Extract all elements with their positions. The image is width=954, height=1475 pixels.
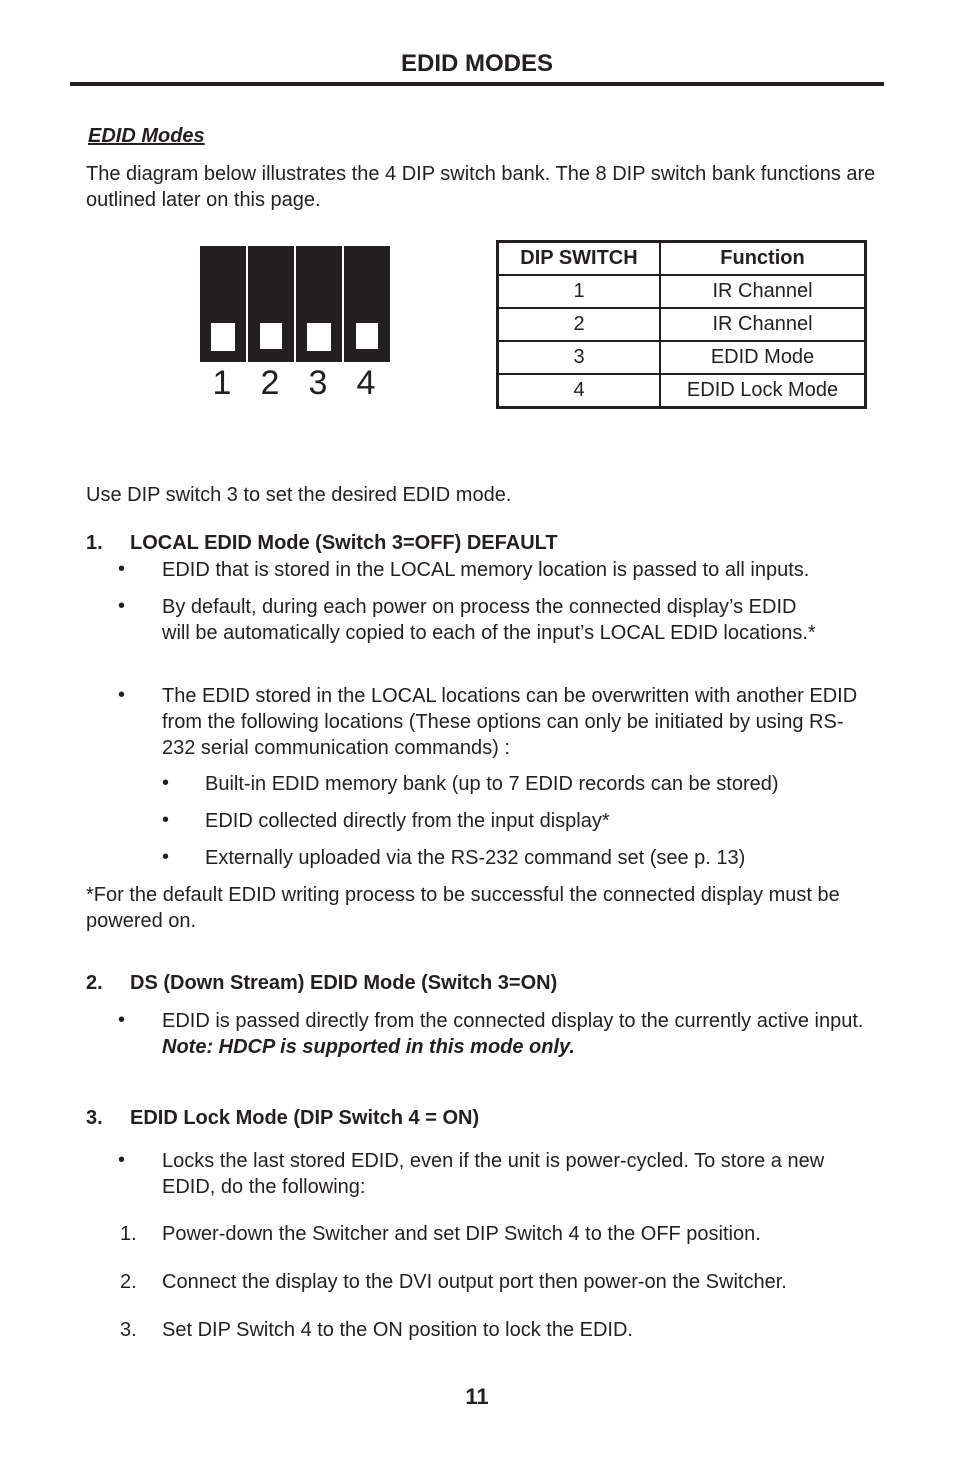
- table-cell: 2: [498, 308, 661, 341]
- mode3-title: EDID Lock Mode (DIP Switch 4 = ON): [130, 1107, 480, 1129]
- dip-switch-diagram: [200, 246, 390, 362]
- page-title: EDID MODES: [400, 50, 553, 77]
- dip-switch-2: [248, 246, 294, 362]
- step-text: Power-down the Switcher and set DIP Switch 4 to the OFF position.: [162, 1223, 761, 1245]
- table-row: [498, 341, 866, 374]
- table-header-row: [498, 242, 866, 276]
- table-cell: 4: [498, 374, 661, 408]
- mode2-note: Note: HDCP is supported in this mode only.: [162, 1036, 575, 1058]
- dip-function-table: [496, 240, 867, 409]
- section-heading: EDID Modes: [88, 125, 205, 147]
- mode1-title: LOCAL EDID Mode (Switch 3=OFF) DEFAULT: [130, 532, 558, 554]
- mode2-title: DS (Down Stream) EDID Mode (Switch 3=ON): [130, 972, 558, 994]
- bullet-icon: •: [118, 558, 126, 580]
- step-number: 3.: [120, 1319, 137, 1341]
- dip-knob-1: [211, 323, 235, 351]
- dip-label-4: 4: [356, 364, 376, 402]
- bullet-icon: •: [118, 595, 126, 617]
- dip-label-1: 1: [212, 364, 232, 402]
- table-header: Function: [660, 242, 866, 276]
- mode3-number: 3.: [86, 1107, 103, 1129]
- dip-knob-4: [352, 319, 382, 353]
- table-header: DIP SWITCH: [498, 242, 661, 276]
- use-dip-text: Use DIP switch 3 to set the desired EDID mode.: [86, 484, 512, 506]
- dip-label-2: 2: [260, 364, 280, 402]
- mode1-bullet-3: The EDID stored in the LOCAL locations can be overwritten with another EDID from the following locations (These options can only be initiated by using RS-232 serial communication commands) :: [162, 685, 858, 759]
- bullet-icon: •: [118, 1009, 126, 1031]
- bullet-icon: •: [162, 809, 170, 831]
- step-text: Set DIP Switch 4 to the ON position to lock the EDID.: [162, 1319, 633, 1341]
- mode1-bullet-1: EDID that is stored in the LOCAL memory location is passed to all inputs.: [162, 559, 810, 581]
- footnote: *For the default EDID writing process to be successful the connected display must be powered on.: [86, 884, 840, 932]
- step-number: 1.: [120, 1223, 137, 1245]
- mode3-bullet: Locks the last stored EDID, even if the unit is power-cycled. To store a new EDID, do the following:: [162, 1150, 825, 1198]
- bullet-icon: •: [162, 772, 170, 794]
- step-text: Connect the display to the DVI output port then power-on the Switcher.: [162, 1271, 787, 1293]
- mode2-bullet: [162, 1008, 874, 1060]
- bullet-icon: •: [118, 684, 126, 706]
- table-cell: EDID Mode: [660, 341, 866, 374]
- mode1-sub-bullet-3: Externally uploaded via the RS-232 command set (see p. 13): [205, 847, 746, 869]
- intro-paragraph: The diagram below illustrates the 4 DIP switch bank. The 8 DIP switch bank functions are outlined later on this page.: [86, 163, 876, 211]
- table-cell: IR Channel: [660, 308, 866, 341]
- dip-label-3: 3: [308, 364, 328, 402]
- mode2-number: 2.: [86, 972, 103, 994]
- dip-knob-3: [307, 323, 331, 351]
- title-rule: [70, 82, 884, 86]
- step-number: 2.: [120, 1271, 137, 1293]
- dip-knob-2: [256, 319, 286, 353]
- mode1-sub-bullet-1: Built-in EDID memory bank (up to 7 EDID records can be stored): [205, 773, 779, 795]
- dip-switch-4: [344, 246, 390, 362]
- table-cell: IR Channel: [660, 275, 866, 308]
- bullet-icon: •: [118, 1149, 126, 1171]
- table-row: [498, 308, 866, 341]
- mode2-bullet-text: EDID is passed directly from the connected display to the currently active input.: [162, 1010, 864, 1032]
- table-cell: EDID Lock Mode: [660, 374, 866, 408]
- table-cell: 1: [498, 275, 661, 308]
- dip-switch-1: [200, 246, 246, 362]
- page-number: 11: [465, 1384, 489, 1409]
- mode1-number: 1.: [86, 532, 103, 554]
- bullet-icon: •: [162, 846, 170, 868]
- mode1-sub-bullet-2: EDID collected directly from the input display*: [205, 810, 610, 832]
- table-row: [498, 275, 866, 308]
- mode1-bullet-2: By default, during each power on process the connected display’s EDID will be automatically copied to each of the input’s LOCAL EDID locations.*: [162, 596, 816, 644]
- table-cell: 3: [498, 341, 661, 374]
- dip-switch-3: [296, 246, 342, 362]
- table-row: [498, 374, 866, 408]
